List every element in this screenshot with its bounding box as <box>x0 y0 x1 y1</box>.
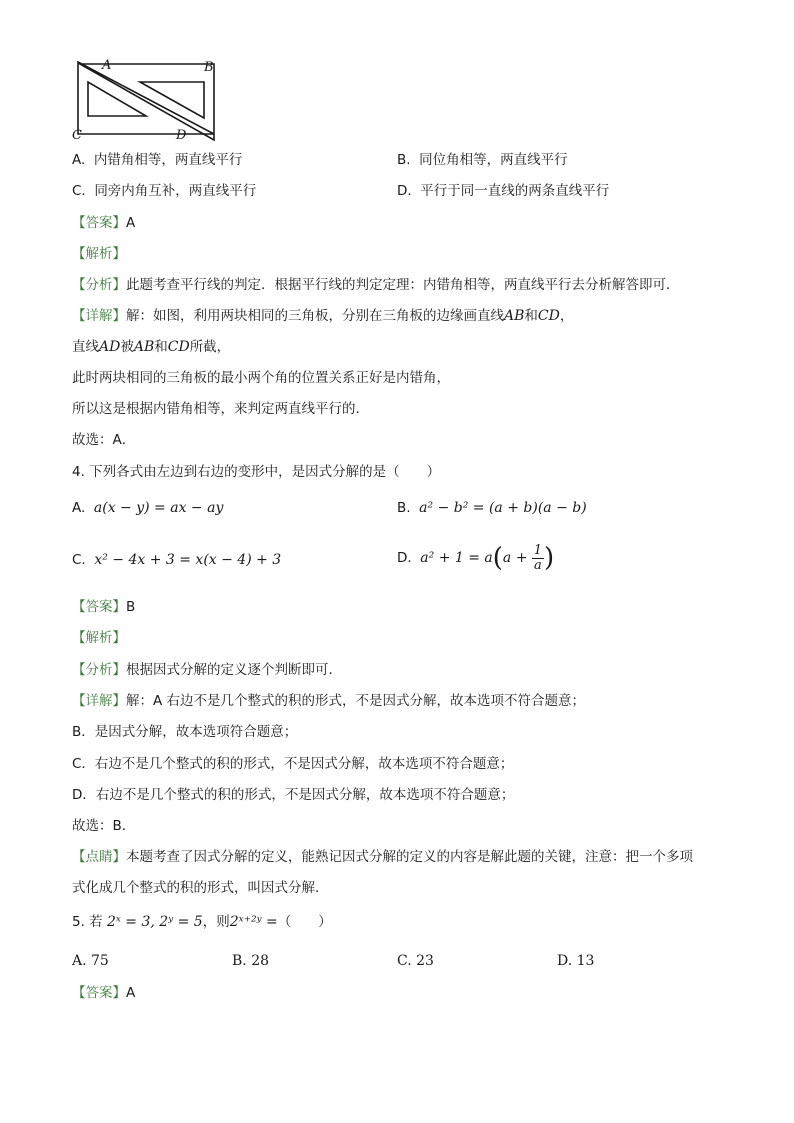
q4-option-d <box>397 538 554 578</box>
option-value: 23 <box>416 953 434 969</box>
dianjing-tag: 【点睛】 <box>72 849 126 865</box>
q5-option-b <box>232 952 269 970</box>
q3-detail-line-3: 此时两块相同的三角板的最小两个角的位置关系正好是内错角， <box>72 370 450 386</box>
dianjing-text: 本题考查了因式分解的定义，能熟记因式分解的定义的内容是解此题的关键，注意：把一个多项 <box>126 849 693 865</box>
detail-text: ， <box>559 308 574 324</box>
option-value: 75 <box>91 953 109 969</box>
q5-option-d <box>557 952 594 970</box>
option-text: 同位角相等，两直线平行 <box>419 152 568 168</box>
stem-expression: 2ˣ⁺²ʸ = <box>229 914 278 930</box>
fraction <box>532 544 544 573</box>
detail-text: 直线 <box>72 339 99 355</box>
detail-text: 所截， <box>189 339 231 355</box>
detail-tag: 【详解】 <box>72 693 126 709</box>
option-text: 内错角相等，两直线平行 <box>93 152 243 168</box>
line-cd: CD <box>537 308 560 324</box>
answer-tag: 【答案】 <box>72 599 126 615</box>
line-cd: CD <box>167 339 190 355</box>
q3-answer <box>72 214 135 232</box>
detail-text: 解：A 右边不是几个整式的积的形式，不是因式分解，故本选项不符合题意； <box>126 693 586 709</box>
q4-dianjing-line-2: 式化成几个整式的积的形式，叫因式分解． <box>72 880 329 896</box>
option-text: 平行于同一直线的两条直线平行 <box>420 183 610 199</box>
q4-option-c <box>72 551 281 569</box>
option-letter: D. <box>397 183 412 199</box>
q4-detail-line-2: B．是因式分解，故本选项符合题意； <box>72 724 298 740</box>
right-set-square-outer <box>80 64 214 140</box>
q5-option-a <box>72 952 109 970</box>
answer-value: A <box>126 985 136 1001</box>
answer-value: A <box>126 215 136 231</box>
option-letter: A. <box>72 500 86 516</box>
line-ad: AD <box>99 339 121 355</box>
q4-dianjing-line-1 <box>72 848 693 866</box>
answer-tag: 【答案】 <box>72 215 126 231</box>
analysis-tag: 【解析】 <box>72 246 126 262</box>
option-letter: B. <box>397 500 411 516</box>
option-expression: a(x − y) = ax − ay <box>93 500 224 516</box>
option-value: 28 <box>251 953 270 969</box>
right-paren: ) <box>544 543 555 573</box>
detail-text: 解：如图，利用两块相同的三角板，分别在三角板的边缘画直线 <box>126 308 504 324</box>
option-expression: a² − b² = (a + b)(a − b) <box>419 500 587 516</box>
fenxi-tag: 【分析】 <box>72 662 126 678</box>
q4-option-b <box>397 499 587 517</box>
q4-analysis-heading <box>72 629 126 647</box>
q3-detail-line-2 <box>72 338 230 356</box>
detail-tag: 【详解】 <box>72 308 126 324</box>
option-letter: C. <box>397 953 412 969</box>
triangle-ruler-figure <box>72 58 222 148</box>
q4-fenxi <box>72 661 342 679</box>
fenxi-text: 根据因式分解的定义逐个判断即可． <box>126 662 342 678</box>
q5-stem <box>72 913 332 931</box>
q3-detail-line-4: 所以这是根据内错角相等，来判定两直线平行的． <box>72 401 369 417</box>
left-set-square-outer <box>78 62 214 134</box>
stem-text: （ ） <box>277 914 332 930</box>
q3-option-c <box>72 182 256 200</box>
option-expression: a + <box>502 550 528 566</box>
option-letter: A. <box>72 152 86 168</box>
label-point-a: A <box>102 58 112 73</box>
q3-choose: 故选：A． <box>72 432 136 448</box>
analysis-tag: 【解析】 <box>72 630 126 646</box>
label-point-b: B <box>204 60 214 75</box>
option-expression: a² + 1 = a <box>420 550 493 566</box>
line-ab: AB <box>133 339 155 355</box>
option-letter: C. <box>72 552 86 568</box>
fenxi-tag: 【分析】 <box>72 277 126 293</box>
q3-option-a <box>72 151 242 169</box>
set-squares-diagram <box>72 58 222 144</box>
q3-detail-line-1 <box>72 307 573 325</box>
q4-option-a <box>72 499 223 517</box>
stem-expression: 2ˣ = 3, 2ʸ = 5 <box>106 914 203 930</box>
left-paren: ( <box>492 543 503 573</box>
answer-tag: 【答案】 <box>72 985 126 1001</box>
line-ab: AB <box>504 308 525 324</box>
fraction-denominator: a <box>534 557 542 573</box>
option-letter: C. <box>72 183 86 199</box>
q3-option-b <box>397 151 568 169</box>
q4-detail-line-4: D．右边不是几个整式的积的形式，不是因式分解，故本选项不符合题意； <box>72 787 515 803</box>
detail-text: 被 <box>120 339 134 355</box>
stem-text: 5. 若 <box>72 914 103 930</box>
q4-detail-line-1 <box>72 692 585 710</box>
q3-analysis-heading <box>72 245 126 263</box>
fenxi-text: 此题考查平行线的判定．根据平行线的判定定理：内错角相等，两直线平行去分析解答即可． <box>126 277 680 293</box>
option-letter: D. <box>397 550 412 566</box>
left-set-square-inner <box>88 82 146 116</box>
q5-option-c <box>397 952 434 970</box>
q3-option-d <box>397 182 609 200</box>
option-letter: D. <box>557 953 573 969</box>
option-letter: B. <box>232 953 247 969</box>
q4-answer <box>72 598 135 616</box>
detail-text: 和 <box>154 339 168 355</box>
q5-answer <box>72 984 135 1002</box>
option-letter: A. <box>72 953 87 969</box>
stem-text: ，则 <box>202 914 230 930</box>
q4-detail-line-3: C．右边不是几个整式的积的形式，不是因式分解，故本选项不符合题意； <box>72 756 514 772</box>
option-text: 同旁内角互补，两直线平行 <box>94 183 257 199</box>
fraction-numerator: 1 <box>533 542 543 558</box>
label-point-c: C <box>72 128 82 143</box>
q3-fenxi <box>72 276 680 294</box>
q4-stem: 4. 下列各式由左边到右边的变形中，是因式分解的是（ ） <box>72 464 441 480</box>
detail-text: 和 <box>524 308 538 324</box>
q4-choose: 故选：B． <box>72 818 136 834</box>
option-letter: B. <box>397 152 411 168</box>
answer-value: B <box>126 599 136 615</box>
option-expression: x² − 4x + 3 = x(x − 4) + 3 <box>94 552 282 568</box>
label-point-d: D <box>176 128 187 143</box>
option-value: 13 <box>576 953 595 969</box>
